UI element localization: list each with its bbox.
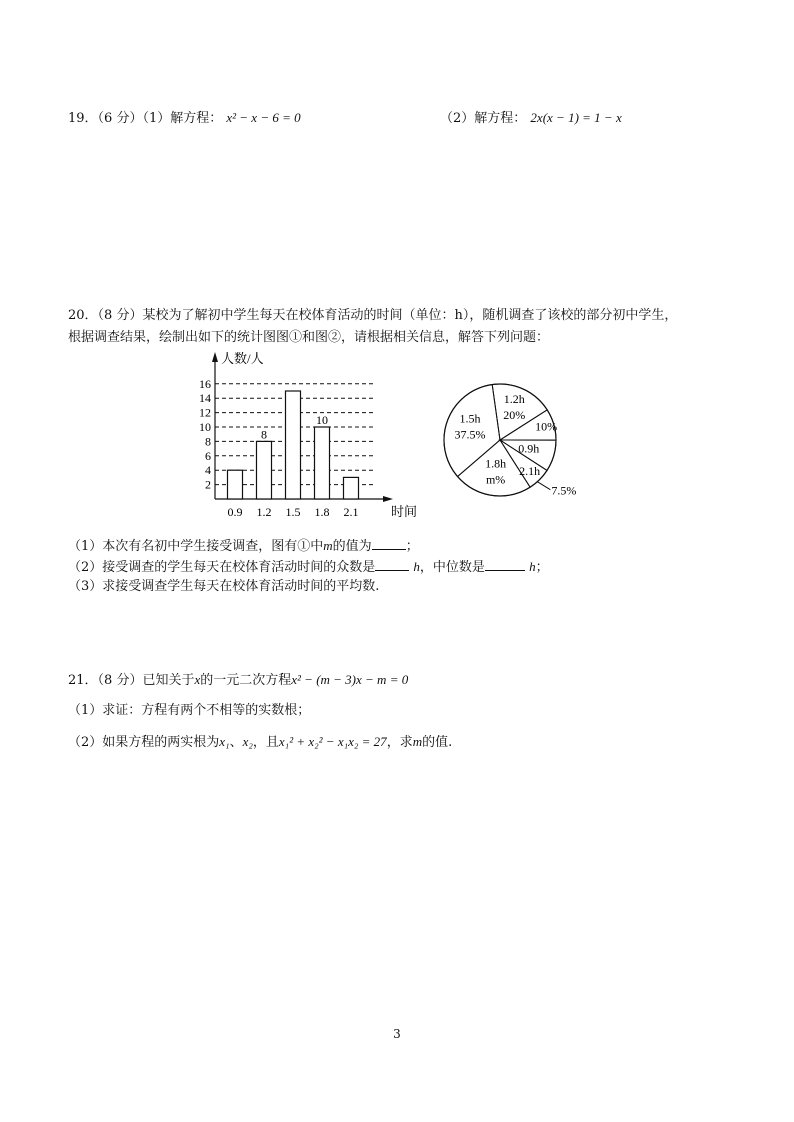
q21-var-x2: x₂: [242, 734, 253, 749]
pie-slice-label: 1.5h: [459, 411, 481, 426]
q20-sub2-unit-2: h: [529, 559, 536, 574]
y-axis-title: 人数/人: [221, 351, 264, 366]
bar: [344, 477, 359, 499]
x-tick-label: 1.2: [256, 505, 272, 519]
pie-value-label: m%: [485, 472, 506, 487]
q20-sub2-text-b: ，中位数是: [419, 560, 485, 575]
q19-part2-line: [440, 110, 622, 127]
q20-sub1-text: （1）本次有名初中学生接受调查，图有①中: [68, 539, 324, 554]
q19-equation-2: 2x(x − 1) = 1 − x: [530, 110, 622, 125]
pie-value-label: 37.5%: [454, 427, 486, 442]
q21-var-x1: x₁: [219, 734, 230, 749]
x-tick-label: 1.5: [285, 505, 301, 519]
q21-sub2-var-m: m: [412, 734, 423, 749]
pie-slice-label: 0.9h: [518, 441, 540, 456]
y-tick-label: 12: [199, 405, 211, 420]
q21-var-x: x: [194, 672, 201, 687]
q21-sub1: （1）求证：方程有两个不相等的实数根；: [68, 703, 311, 718]
pie-leader-line: [537, 482, 550, 490]
q19-line: [68, 110, 301, 127]
page-number: 3: [393, 1027, 401, 1041]
q20-sub2-text: （2）接受调查的学生每天在校体育活动时间的众数是: [68, 560, 376, 575]
pie-slice-label: 2.1h: [519, 463, 541, 478]
q20-sub1-text-b: 的值为: [332, 539, 372, 554]
q20-line-2: 根据调查结果，绘制出如下的统计图图①和图②，请根据相关信息，解答下列问题：: [68, 330, 550, 345]
pie-slice-label: 1.8h: [485, 456, 507, 471]
bar-data-label: 8: [261, 427, 267, 442]
pie-chart: [440, 380, 610, 510]
q20-sub3: （3）求接受调查学生每天在校体育活动时间的平均数.: [68, 579, 380, 594]
q20-sub1-var-m: m: [323, 538, 333, 553]
q20-median-answer-blank[interactable]: [485, 558, 525, 571]
pie-value-label: 10%: [535, 419, 558, 434]
q20-sub2: [68, 558, 549, 576]
q21-label-b: 的一元二次方程: [200, 673, 292, 688]
x-tick-label: 2.1: [343, 505, 359, 519]
bar-data-label: 10: [316, 413, 328, 427]
q20-mode-answer-blank[interactable]: [375, 558, 409, 571]
q20-sub2-unit-1: h: [413, 559, 420, 574]
q21-line-1: [68, 672, 408, 689]
q19-label: 19．（6 分）（1）解方程：: [68, 111, 223, 126]
bar: [228, 470, 243, 499]
q20-sub1: [68, 537, 419, 555]
y-tick-label: 10: [199, 420, 211, 434]
q21-sub2-text-b: ，且: [252, 735, 279, 750]
y-tick-label: 8: [205, 434, 211, 449]
bar: [257, 441, 272, 499]
q21-sub2: [68, 734, 452, 751]
q20-sub1-answer-blank[interactable]: [372, 537, 406, 550]
bar-chart: [185, 346, 425, 522]
bar: [286, 391, 301, 499]
q20-sub1-end: ；: [405, 539, 419, 554]
x-tick-label: 1.8: [314, 505, 330, 519]
q20-line-1: 20．（8 分）某校为了解初中学生每天在校体育活动的时间（单位：h），随机调查了该校的部分初中学生，: [68, 308, 678, 323]
pie-value-label: 7.5%: [551, 483, 577, 498]
y-tick-label: 14: [199, 391, 211, 406]
q20-sub2-end: ；: [535, 560, 549, 575]
q21-label: 21．（8 分）已知关于: [68, 673, 195, 688]
y-axis-arrow: [212, 352, 218, 362]
q19-equation-1: x² − x − 6 = 0: [226, 110, 301, 125]
y-tick-label: 4: [205, 463, 211, 478]
x-axis-arrow: [383, 496, 393, 502]
q21-sub2-sep: 、: [229, 735, 243, 750]
q19-part2-label: （2）解方程：: [440, 111, 527, 126]
y-tick-label: 2: [205, 477, 211, 492]
q21-equation: x² − (m − 3)x − m = 0: [291, 672, 409, 687]
q21-sub2-text-d: 的值.: [422, 735, 453, 750]
q21-sub2-text: （2）如果方程的两实根为: [68, 735, 220, 750]
q21-condition-equation: x₁² + x₂² − x₁x₂ = 27: [278, 734, 387, 749]
bar: [315, 427, 330, 499]
y-tick-label: 6: [205, 448, 211, 463]
x-axis-title: 时间: [391, 504, 418, 519]
q21-sub2-text-c: ，求: [386, 735, 413, 750]
x-tick-label: 0.9: [227, 505, 243, 519]
pie-slice-label: 1.2h: [503, 392, 525, 407]
y-tick-label: 16: [199, 376, 211, 391]
pie-value-label: 20%: [503, 408, 526, 423]
